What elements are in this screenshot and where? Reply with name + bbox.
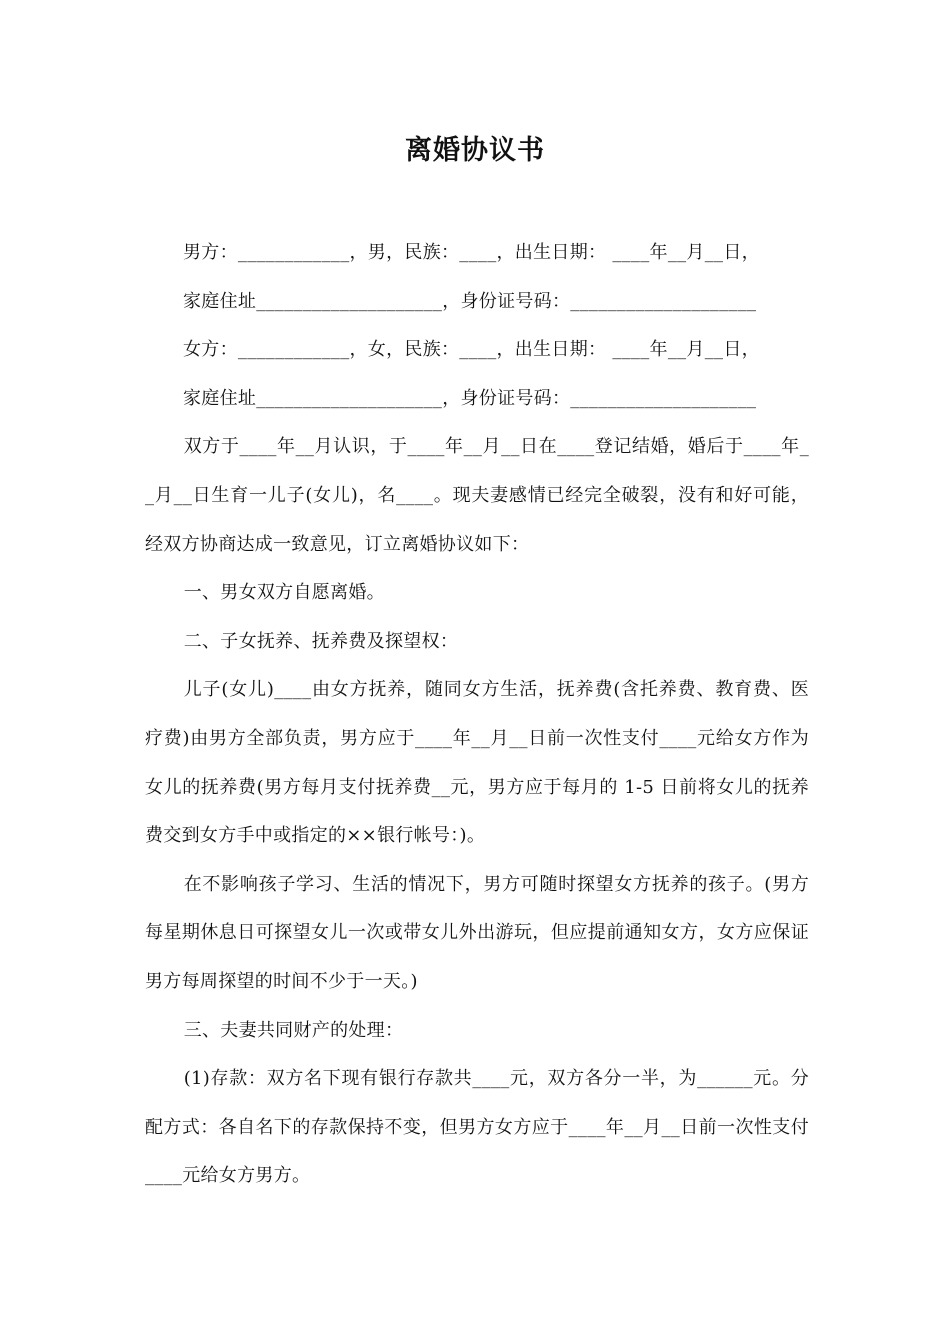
- document-title: 离婚协议书: [405, 135, 545, 166]
- child-custody-paragraph: 儿子(女儿)____由女方抚养，随同女方生活，抚养费(含托养费、教育费、医疗费)由男方全部负责，男方应于____年__月__日前一次性支付____元给女方作为女儿的抚养费(男方每月支付抚养费__元，男方应于每月的 1-5 日前将女儿的抚养费交到女方手中或指定的××银行帐号：)。: [145, 679, 809, 847]
- female-address-id-line: 家庭住址____________________，身份证号码：____________________: [183, 387, 757, 409]
- clause-2-heading: 二、子女抚养、抚养费及探望权：: [183, 630, 459, 652]
- marriage-background-paragraph: 双方于____年__月认识，于____年__月__日在____登记结婚，婚后于____年__月__日生育一儿子(女儿)，名____。现夫妻感情已经完全破裂，没有和好可能，经双方协商达成一致意见，订立离婚协议如下：: [145, 436, 809, 555]
- clause-3-heading: 三、夫妻共同财产的处理：: [183, 1019, 404, 1041]
- savings-paragraph: (1)存款：双方名下现有银行存款共____元，双方各分一半，为______元。分配方式：各自名下的存款保持不变，但男方女方应于____年__月__日前一次性支付____元给女方男方。: [145, 1068, 809, 1187]
- female-party-line: 女方：____________，女，民族：____，出生日期： ____年__月__日，: [183, 339, 760, 361]
- clause-1-heading: 一、男女双方自愿离婚。: [183, 582, 385, 604]
- visitation-paragraph: 在不影响孩子学习、生活的情况下，男方可随时探望女方抚养的孩子。(男方每星期休息日可探望女儿一次或带女儿外出游玩，但应提前通知女方，女方应保证男方每周探望的时间不少于一天。): [145, 873, 809, 992]
- male-party-line: 男方：____________，男，民族：____，出生日期： ____年__月__日，: [183, 242, 760, 263]
- male-address-id-line: 家庭住址____________________，身份证号码：____________________: [183, 290, 757, 312]
- document-body: [145, 229, 809, 1201]
